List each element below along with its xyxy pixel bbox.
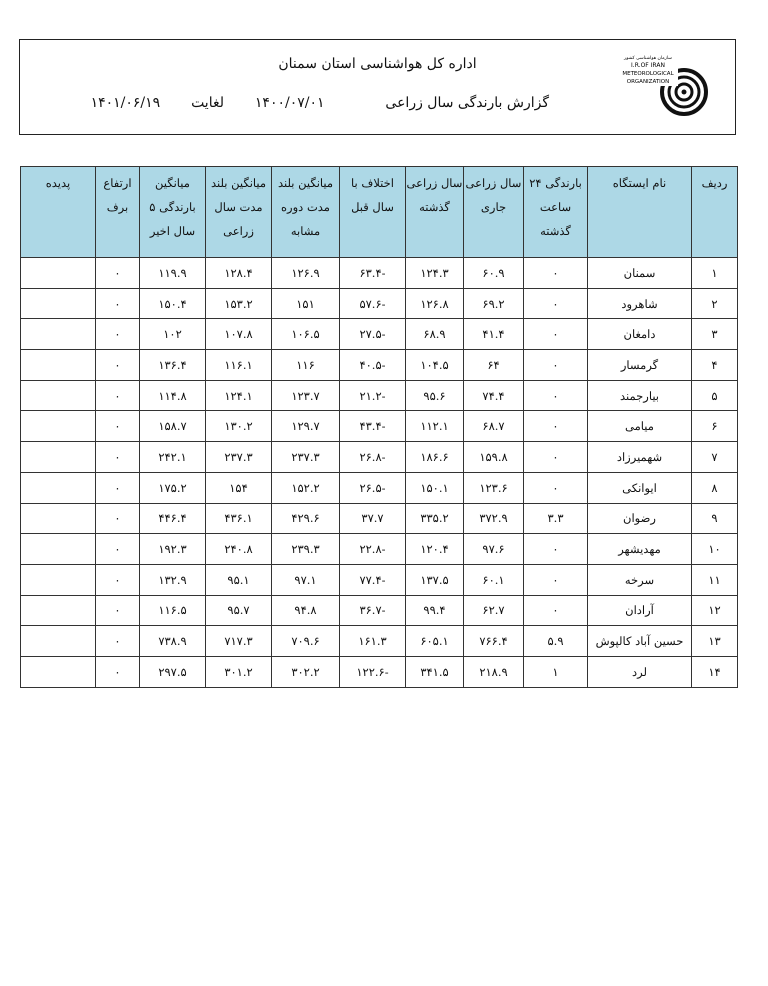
table-cell: ۲۳۹.۳ bbox=[272, 534, 340, 565]
table-cell: ۰ bbox=[524, 564, 588, 595]
date-to: ۱۴۰۱/۰۶/۱۹ bbox=[90, 95, 161, 111]
table-cell: ۲۳۷.۳ bbox=[272, 442, 340, 473]
table-cell: ۷۴.۴ bbox=[464, 380, 524, 411]
table-cell: ۷۳۸.۹ bbox=[140, 626, 206, 657]
report-title-line bbox=[91, 95, 549, 111]
column-header: پدیده bbox=[21, 167, 96, 258]
table-cell: ۱۵۴ bbox=[206, 472, 272, 503]
table-cell: ۱۱۹.۹ bbox=[140, 258, 206, 289]
table-cell: ۳۷.۷ bbox=[340, 503, 406, 534]
table-cell: ۱۱۶.۵ bbox=[140, 595, 206, 626]
table-cell: ۷ bbox=[692, 442, 738, 473]
station-name-cell: رضوان bbox=[588, 503, 692, 534]
table-cell: ۹۴.۸ bbox=[272, 595, 340, 626]
table-row bbox=[21, 626, 738, 657]
table-cell: ۰ bbox=[96, 656, 140, 687]
table-row bbox=[21, 503, 738, 534]
table-cell bbox=[21, 258, 96, 289]
table-cell: ۴۴۶.۴ bbox=[140, 503, 206, 534]
table-cell bbox=[21, 472, 96, 503]
table-cell: ۹۹.۴ bbox=[406, 595, 464, 626]
table-cell: ۳ bbox=[692, 319, 738, 350]
table-cell: ۱۴ bbox=[692, 656, 738, 687]
table-cell: ۶۰۵.۱ bbox=[406, 626, 464, 657]
rainfall-table bbox=[20, 166, 738, 688]
table-cell: ۱ bbox=[692, 258, 738, 289]
table-cell: ۰ bbox=[96, 564, 140, 595]
table-cell: -۱۲۲.۶ bbox=[340, 656, 406, 687]
table-cell: ۳۴۱.۵ bbox=[406, 656, 464, 687]
table-cell: -۶۳.۴ bbox=[340, 258, 406, 289]
table-cell: ۹۵.۷ bbox=[206, 595, 272, 626]
table-cell: ۱۲۳.۶ bbox=[464, 472, 524, 503]
table-cell: ۱۰۷.۸ bbox=[206, 319, 272, 350]
table-cell bbox=[21, 564, 96, 595]
table-cell: ۱۲۶.۹ bbox=[272, 258, 340, 289]
table-cell: ۹ bbox=[692, 503, 738, 534]
table-cell: ۱۲ bbox=[692, 595, 738, 626]
table-cell bbox=[21, 503, 96, 534]
table-cell: ۶۲.۷ bbox=[464, 595, 524, 626]
station-name-cell: لرد bbox=[588, 656, 692, 687]
station-name-cell: شاهرود bbox=[588, 288, 692, 319]
table-cell: ۱۸۶.۶ bbox=[406, 442, 464, 473]
table-cell: ۱۲۶.۸ bbox=[406, 288, 464, 319]
table-cell: ۱۳۰.۲ bbox=[206, 411, 272, 442]
column-header: سال زراعی گذشته bbox=[406, 167, 464, 258]
table-cell: ۱۱۲.۱ bbox=[406, 411, 464, 442]
table-cell: ۰ bbox=[96, 319, 140, 350]
table-row bbox=[21, 288, 738, 319]
table-row bbox=[21, 656, 738, 687]
station-name-cell: حسین آباد کالپوش bbox=[588, 626, 692, 657]
table-cell: ۲۱۸.۹ bbox=[464, 656, 524, 687]
table-cell: ۱۵۲.۲ bbox=[272, 472, 340, 503]
table-cell: ۵ bbox=[692, 380, 738, 411]
table-cell: ۹۷.۱ bbox=[272, 564, 340, 595]
table-cell: ۷۶۶.۴ bbox=[464, 626, 524, 657]
table-cell: -۵۷.۶ bbox=[340, 288, 406, 319]
table-cell: ۱۳۷.۵ bbox=[406, 564, 464, 595]
to-label: لغایت bbox=[191, 95, 224, 111]
table-cell: ۱ bbox=[524, 656, 588, 687]
table-cell: ۰ bbox=[96, 411, 140, 442]
table-row bbox=[21, 595, 738, 626]
table-cell: ۱۱۶ bbox=[272, 350, 340, 381]
report-header bbox=[19, 39, 736, 135]
table-cell: ۱۱۴.۸ bbox=[140, 380, 206, 411]
logo-text-persian: سازمان هواشناسی کشور bbox=[624, 56, 672, 61]
date-from: ۱۴۰۰/۰۷/۰۱ bbox=[254, 95, 325, 111]
table-cell: ۱۶۱.۳ bbox=[340, 626, 406, 657]
table-cell bbox=[21, 626, 96, 657]
table-cell: ۳۷۲.۹ bbox=[464, 503, 524, 534]
table-cell: -۴۳.۴ bbox=[340, 411, 406, 442]
station-name-cell: بیارجمند bbox=[588, 380, 692, 411]
table-cell: ۱۱ bbox=[692, 564, 738, 595]
column-header: ارتفاع برف bbox=[96, 167, 140, 258]
table-cell bbox=[21, 442, 96, 473]
table-cell: ۱۵۳.۲ bbox=[206, 288, 272, 319]
table-header-row bbox=[21, 167, 738, 258]
table-cell: ۱۵۹.۸ bbox=[464, 442, 524, 473]
table-cell: ۳۳۵.۲ bbox=[406, 503, 464, 534]
table-cell: ۲۴۰.۸ bbox=[206, 534, 272, 565]
table-cell: ۱۷۵.۲ bbox=[140, 472, 206, 503]
table-cell: -۲۷.۵ bbox=[340, 319, 406, 350]
table-cell bbox=[21, 656, 96, 687]
table-row bbox=[21, 472, 738, 503]
table-cell: ۰ bbox=[524, 350, 588, 381]
table-cell: ۱۰ bbox=[692, 534, 738, 565]
table-cell: ۱۳۶.۴ bbox=[140, 350, 206, 381]
table-cell: ۰ bbox=[524, 288, 588, 319]
logo-text-organization: ORGANIZATION bbox=[626, 79, 670, 85]
table-cell: ۱۱۶.۱ bbox=[206, 350, 272, 381]
table-cell: ۲۳۷.۳ bbox=[206, 442, 272, 473]
table-cell: ۱۲۴.۱ bbox=[206, 380, 272, 411]
table-cell: ۰ bbox=[96, 534, 140, 565]
table-cell: ۳۰۱.۲ bbox=[206, 656, 272, 687]
table-cell: ۱۵۸.۷ bbox=[140, 411, 206, 442]
column-header: میانگین بلند مدت سال زراعی bbox=[206, 167, 272, 258]
table-row bbox=[21, 380, 738, 411]
organization-title: اداره کل هواشناسی استان سمنان bbox=[278, 56, 477, 72]
station-name-cell: میامی bbox=[588, 411, 692, 442]
table-cell: ۱۳۲.۹ bbox=[140, 564, 206, 595]
table-cell: ۰ bbox=[524, 595, 588, 626]
table-cell: -۴۰.۵ bbox=[340, 350, 406, 381]
table-cell: ۱۹۲.۳ bbox=[140, 534, 206, 565]
table-cell: ۶۴ bbox=[464, 350, 524, 381]
table-cell: ۰ bbox=[96, 380, 140, 411]
table-cell: ۱۲۳.۷ bbox=[272, 380, 340, 411]
meteorological-organization-logo bbox=[618, 46, 718, 126]
table-cell: ۰ bbox=[96, 288, 140, 319]
table-cell: ۱۰۶.۵ bbox=[272, 319, 340, 350]
table-cell: ۰ bbox=[96, 595, 140, 626]
table-row bbox=[21, 564, 738, 595]
table-cell: ۹۷.۶ bbox=[464, 534, 524, 565]
table-cell: ۹۵.۱ bbox=[206, 564, 272, 595]
table-cell: ۰ bbox=[96, 442, 140, 473]
table-cell: ۰ bbox=[524, 258, 588, 289]
table-cell: ۶۰.۹ bbox=[464, 258, 524, 289]
table-cell: -۲۲.۸ bbox=[340, 534, 406, 565]
table-cell: ۱۲۹.۷ bbox=[272, 411, 340, 442]
logo-text-meteorological: METEOROLOGICAL bbox=[622, 71, 674, 77]
table-cell: ۵.۹ bbox=[524, 626, 588, 657]
table-cell bbox=[21, 595, 96, 626]
table-cell: ۱۰۴.۵ bbox=[406, 350, 464, 381]
table-cell: -۲۶.۸ bbox=[340, 442, 406, 473]
table-cell: ۱۲۴.۳ bbox=[406, 258, 464, 289]
table-cell: -۷۷.۴ bbox=[340, 564, 406, 595]
table-cell: ۰ bbox=[96, 503, 140, 534]
station-name-cell: دامغان bbox=[588, 319, 692, 350]
table-cell: ۴ bbox=[692, 350, 738, 381]
column-header: میانگین بارندگی ۵ سال اخیر bbox=[140, 167, 206, 258]
table-cell: ۰ bbox=[96, 258, 140, 289]
table-cell: ۰ bbox=[524, 319, 588, 350]
station-name-cell: آرادان bbox=[588, 595, 692, 626]
table-cell: ۲۴۲.۱ bbox=[140, 442, 206, 473]
table-cell: -۲۶.۵ bbox=[340, 472, 406, 503]
table-cell: ۰ bbox=[96, 472, 140, 503]
table-cell: ۳.۳ bbox=[524, 503, 588, 534]
table-row bbox=[21, 411, 738, 442]
table-cell: ۴۲۹.۶ bbox=[272, 503, 340, 534]
table-cell: ۱۵۰.۱ bbox=[406, 472, 464, 503]
table-cell bbox=[21, 380, 96, 411]
table-cell: ۱۲۰.۴ bbox=[406, 534, 464, 565]
table-row bbox=[21, 319, 738, 350]
table-cell: ۱۵۱ bbox=[272, 288, 340, 319]
column-header: سال زراعی جاری bbox=[464, 167, 524, 258]
station-name-cell: مهدیشهر bbox=[588, 534, 692, 565]
table-cell: ۱۰۲ bbox=[140, 319, 206, 350]
column-header: نام ایستگاه bbox=[588, 167, 692, 258]
table-cell bbox=[21, 319, 96, 350]
column-header: اختلاف با سال قبل bbox=[340, 167, 406, 258]
station-name-cell: ایوانکی bbox=[588, 472, 692, 503]
table-cell: ۲ bbox=[692, 288, 738, 319]
table-cell: ۴۳۶.۱ bbox=[206, 503, 272, 534]
table-cell bbox=[21, 411, 96, 442]
table-cell bbox=[21, 288, 96, 319]
table-cell: ۰ bbox=[96, 626, 140, 657]
table-cell: ۰ bbox=[524, 442, 588, 473]
station-name-cell: سرخه bbox=[588, 564, 692, 595]
table-cell bbox=[21, 534, 96, 565]
table-cell: ۱۵۰.۴ bbox=[140, 288, 206, 319]
table-cell: ۶۹.۲ bbox=[464, 288, 524, 319]
table-row bbox=[21, 258, 738, 289]
table-cell: ۰ bbox=[524, 411, 588, 442]
table-cell: ۸ bbox=[692, 472, 738, 503]
table-cell: ۲۹۷.۵ bbox=[140, 656, 206, 687]
table-cell: ۳۰۲.۲ bbox=[272, 656, 340, 687]
table-row bbox=[21, 442, 738, 473]
table-cell: ۷۰۹.۶ bbox=[272, 626, 340, 657]
table-row bbox=[21, 534, 738, 565]
table-cell: -۳۶.۷ bbox=[340, 595, 406, 626]
table-cell: ۹۵.۶ bbox=[406, 380, 464, 411]
table-cell: ۱۳ bbox=[692, 626, 738, 657]
station-name-cell: سمنان bbox=[588, 258, 692, 289]
table-body bbox=[21, 258, 738, 688]
table-cell: ۱۲۸.۴ bbox=[206, 258, 272, 289]
table-cell: ۰ bbox=[524, 534, 588, 565]
column-header: میانگین بلند مدت دوره مشابه bbox=[272, 167, 340, 258]
column-header: ردیف bbox=[692, 167, 738, 258]
station-name-cell: شهمیرزاد bbox=[588, 442, 692, 473]
table-cell: -۲۱.۲ bbox=[340, 380, 406, 411]
table-row bbox=[21, 350, 738, 381]
table-cell: ۶۸.۹ bbox=[406, 319, 464, 350]
logo-text-country: I.R.OF IRAN bbox=[631, 62, 665, 69]
table-cell: ۶۸.۷ bbox=[464, 411, 524, 442]
table-cell: ۷۱۷.۳ bbox=[206, 626, 272, 657]
table-cell: ۰ bbox=[524, 472, 588, 503]
column-header: بارندگی ۲۴ ساعت گذشته bbox=[524, 167, 588, 258]
table-cell bbox=[21, 350, 96, 381]
table-cell: ۰ bbox=[524, 380, 588, 411]
station-name-cell: گرمسار bbox=[588, 350, 692, 381]
table-cell: ۶ bbox=[692, 411, 738, 442]
report-title: گزارش بارندگی سال زراعی bbox=[385, 95, 549, 111]
table-cell: ۰ bbox=[96, 350, 140, 381]
table-cell: ۶۰.۱ bbox=[464, 564, 524, 595]
table-cell: ۴۱.۴ bbox=[464, 319, 524, 350]
